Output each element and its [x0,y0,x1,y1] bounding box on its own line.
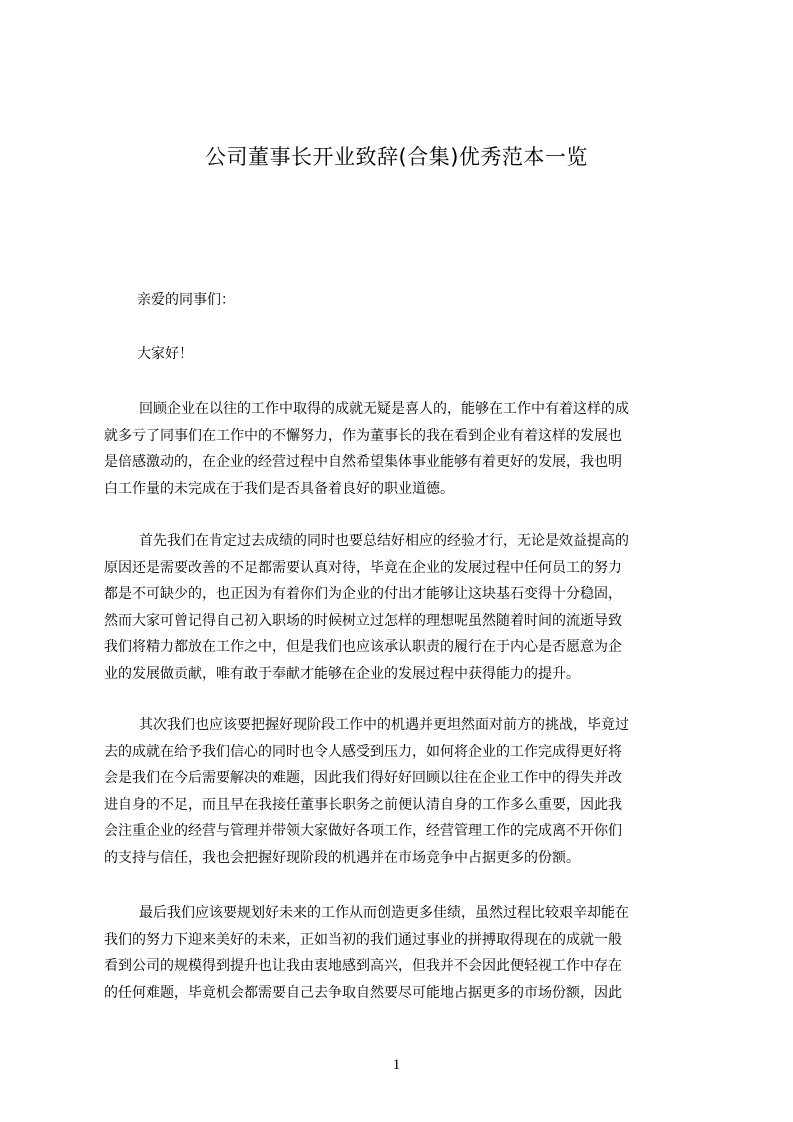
paragraph-line: 进自身的不足，而且早在我接任董事长职务之前便认清自身的工作多么重要，因此我 [104,796,622,813]
paragraph-line: 会是我们在今后需要解决的难题，因此我们得好好回顾以往在企业工作中的得失并改 [104,770,622,786]
paragraph-line: 原因还是需要改善的不足都需要认真对待，毕竟在企业的发展过程中任何员工的努力 [104,559,622,576]
salutation: 亲爱的同事们： [137,292,235,308]
page-number: 1 [392,1057,401,1073]
paragraph-line: 的任何难题，毕竟机会都需要自己去争取自然要尽可能地占据更多的市场份额，因此 [104,984,622,1001]
body-paragraph-2 [104,528,699,687]
page-title: 公司董事长开业致辞(合集)优秀范本一览 [205,145,588,169]
paragraph-line: 回顾企业在以往的工作中取得的成就无疑是喜人的，能够在工作中有着这样的成 [139,401,629,417]
paragraph-line: 白工作量的未完成在于我们是否具备着良好的职业道德。 [104,480,454,497]
paragraph-line: 看到公司的规模得到提升也让我由衷地感到高兴，但我并不会因此便轻视工作中存在 [104,958,622,974]
body-paragraph-1 [104,396,699,502]
paragraph-line: 最后我们应该要规划好未来的工作从而创造更多佳绩，虽然过程比较艰辛却能在 [139,905,629,921]
body-paragraph-4 [104,900,699,1006]
greeting: 大家好！ [137,346,193,362]
paragraph-line: 会注重企业的经营与管理并带领大家做好各项工作，经营管理工作的完成离不开你们 [104,823,622,839]
paragraph-line: 其次我们也应该要把握好现阶段工作中的机遇并更坦然面对前方的挑战，毕竟过 [139,717,629,733]
paragraph-line: 首先我们在肯定过去成绩的同时也要总结好相应的经验才行，无论是效益提高的 [139,533,629,549]
paragraph-line: 我们的努力下迎来美好的未来，正如当初的我们通过事业的拼搏取得现在的成就一般 [104,931,622,948]
paragraph-line: 然而大家可曾记得自己初入职场的时候树立过怎样的理想呢虽然随着时间的流逝导致 [104,612,622,629]
paragraph-line: 去的成就在给予我们信心的同时也令人感受到压力，如何将企业的工作完成得更好将 [104,743,622,760]
paragraph-line: 是倍感激动的，在企业的经营过程中自然希望集体事业能够有着更好的发展，我也明 [104,454,622,470]
paragraph-line: 我们将精力都放在工作之中，但是我们也应该承认职责的履行在于内心是否愿意为企 [104,639,622,655]
paragraph-line: 就多亏了同事们在工作中的不懈努力，作为董事长的我在看到企业有着这样的发展也 [104,427,622,444]
paragraph-line: 都是不可缺少的，也正因为有着你们为企业的付出才能够让这块基石变得十分稳固， [104,586,622,602]
paragraph-line: 业的发展做贡献，唯有敢于奉献才能够在企业的发展过程中获得能力的提升。 [104,665,580,682]
body-paragraph-3 [104,712,699,871]
paragraph-line: 的支持与信任，我也会把握好现阶段的机遇并在市场竞争中占据更多的份额。 [104,849,580,866]
